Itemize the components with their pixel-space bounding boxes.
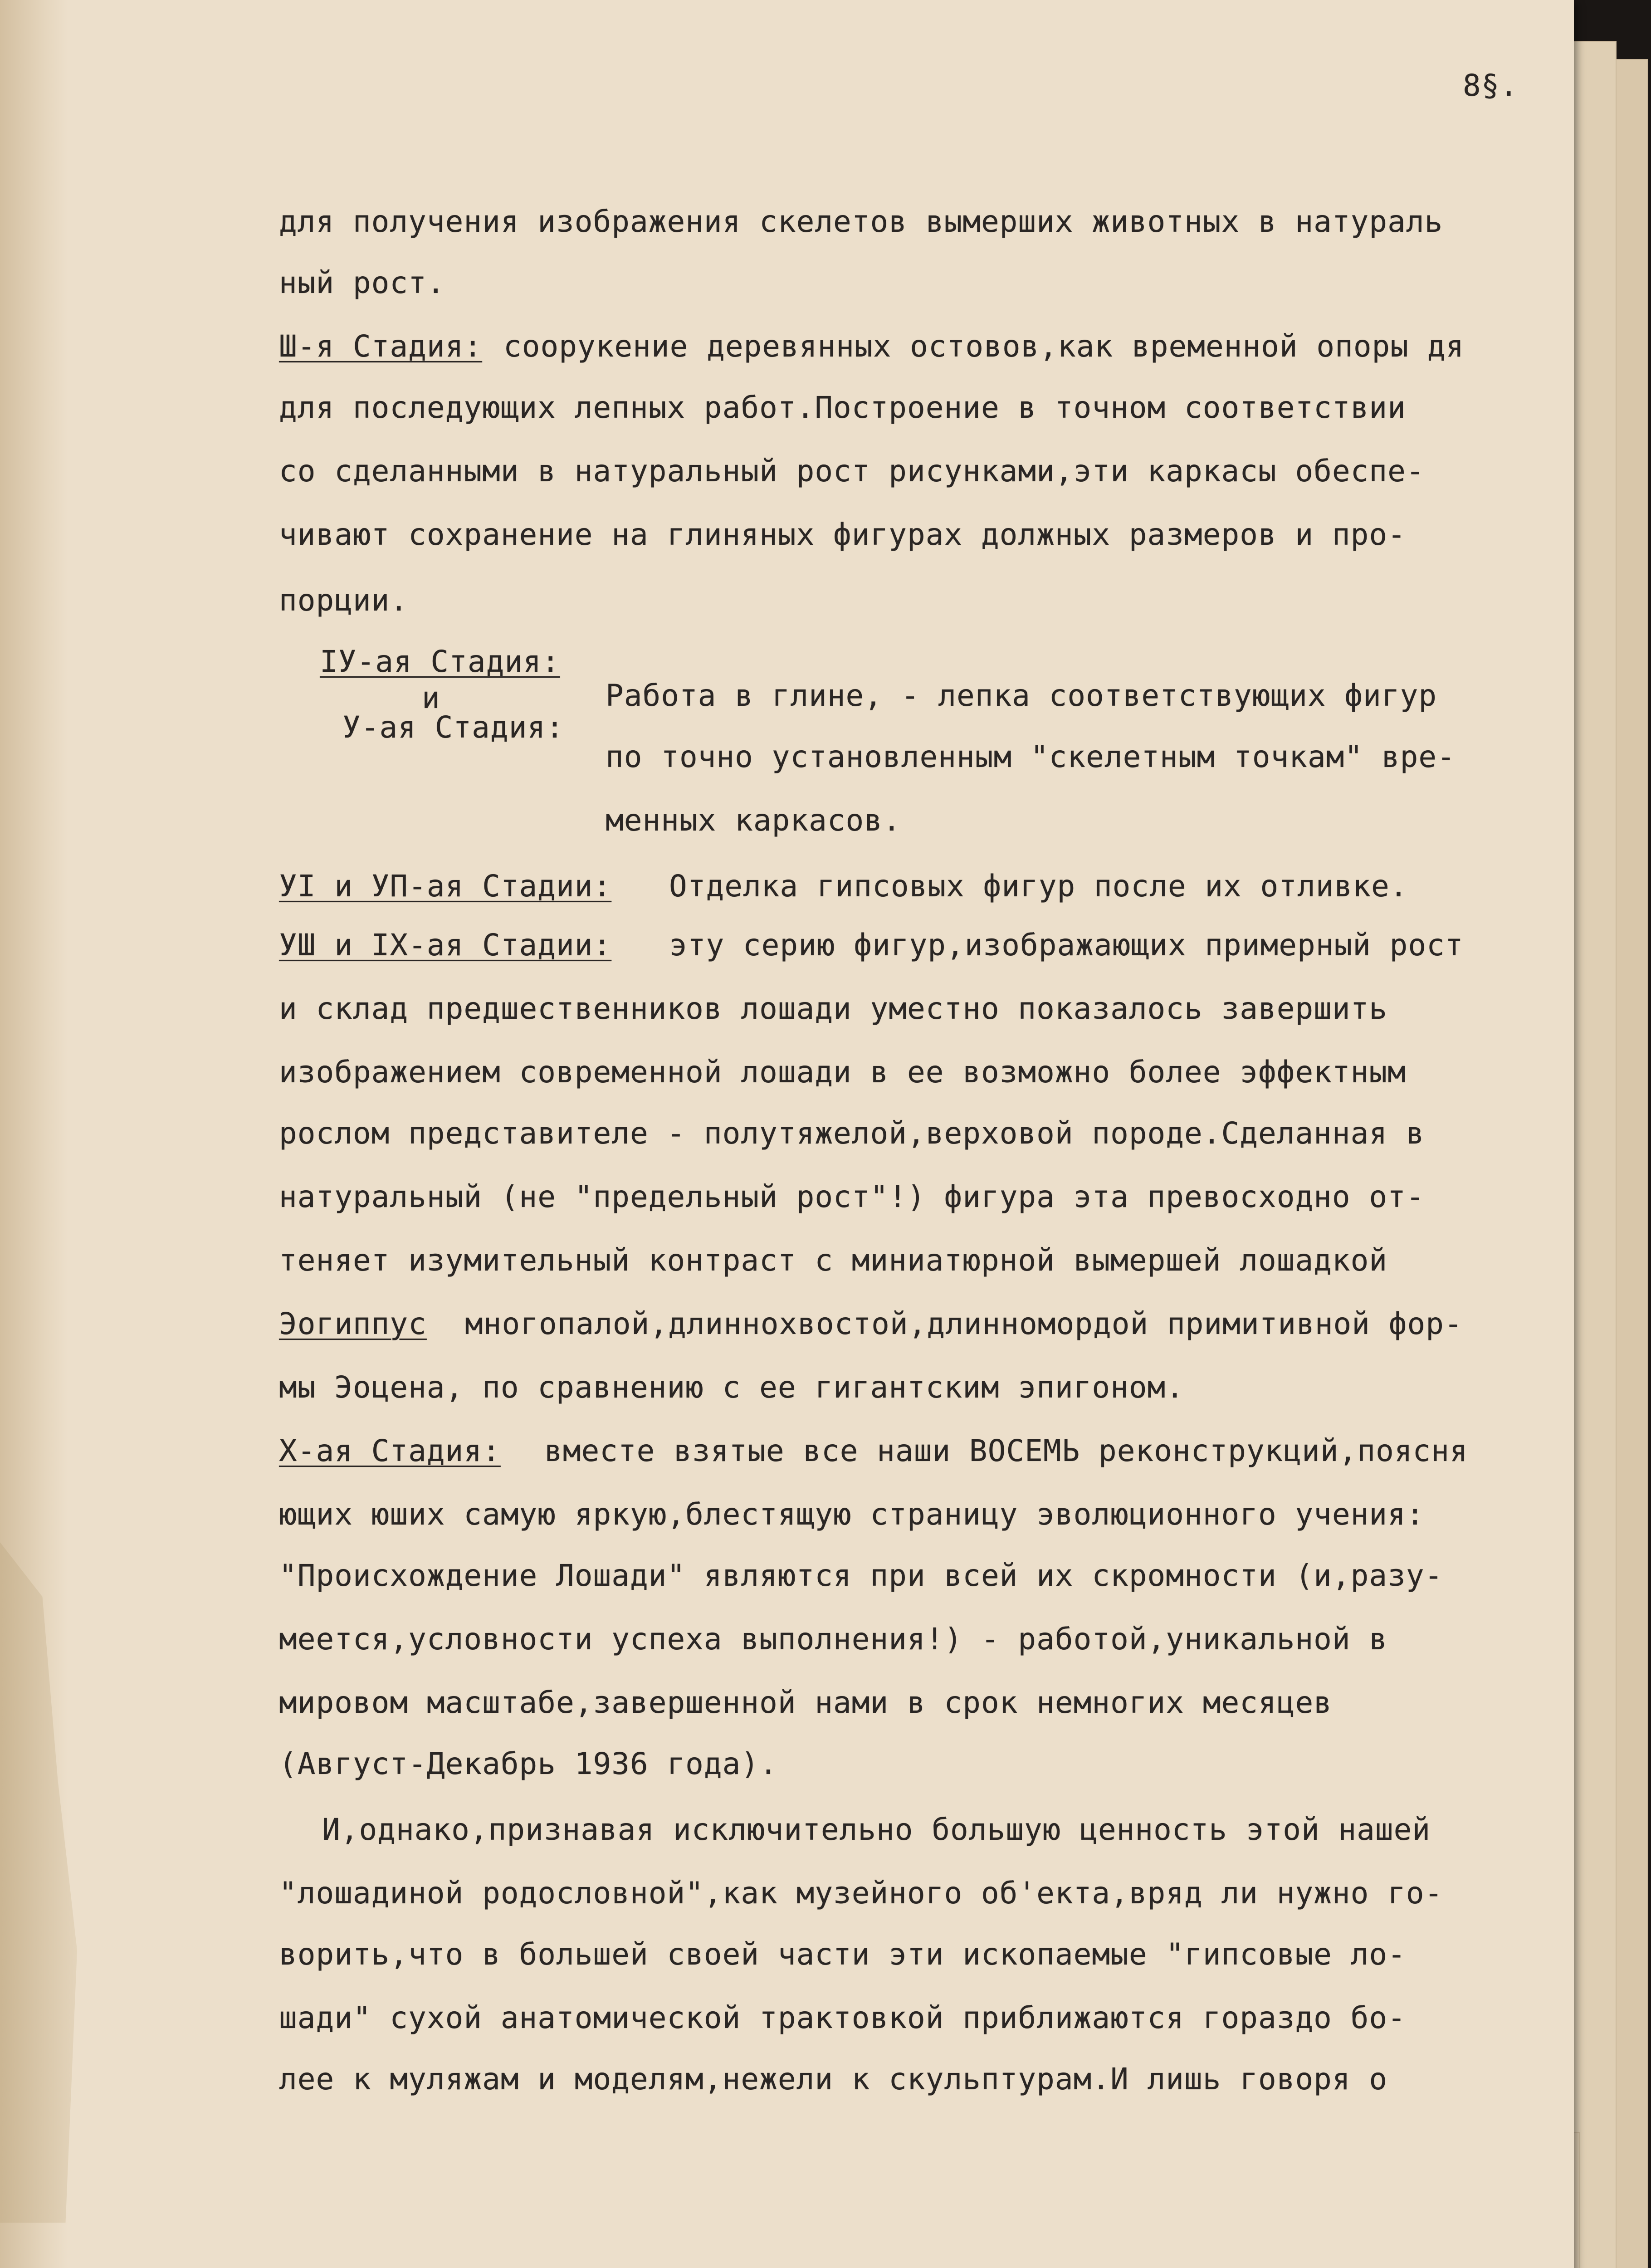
text-line: Работа в глине, - лепка соответствующих фигур (606, 678, 1437, 713)
text-line: И,однако,признавая исключительно большую ценность этой нашей (322, 1812, 1431, 1847)
stage-iv-heading: IУ-ая Стадия: (320, 644, 560, 679)
text-line: рослом представителе - полутяжелой,верховой породе.Сделанная в (279, 1116, 1425, 1151)
text-line: шади" сухой анатомической трактовкой приближаются гораздо бо- (279, 2000, 1406, 2035)
text-line: многопалой,длиннохвостой,длинномордой примитивной фор- (465, 1306, 1463, 1341)
text-line: мировом масштабе,завершенной нами в срок немногих месяцев (279, 1685, 1332, 1720)
text-line: теняет изумительный контраст с миниатюрной вымершей лошадкой (279, 1243, 1388, 1278)
text-line: (Август-Декабрь 1936 года). (279, 1746, 778, 1781)
text-line: чивают сохранение на глиняных фигурах должных размеров и про- (279, 517, 1406, 552)
text-line: порции. (279, 583, 409, 618)
text-line: для получения изображения скелетов вымерших животных в натураль (279, 204, 1443, 239)
eohippus-term: Эогиппус (279, 1306, 427, 1341)
text-line: изображением современной лошади в ее возможно более эффектным (279, 1055, 1406, 1090)
text-line: эту серию фигур,изображающих примерный рост (669, 928, 1464, 963)
text-line: ный рост. (279, 265, 445, 300)
text-line: Отделка гипсовых фигур после их отливке. (669, 869, 1408, 904)
page-number: 8§. (1463, 68, 1519, 103)
text-line: для последующих лепных работ.Построение в точном соответствии (279, 390, 1406, 425)
torn-page-edge (0, 1542, 77, 2223)
text-line: со сделанными в натуральный рост рисунками,эти каркасы обеспе- (279, 454, 1425, 489)
text-line: и склад предшественников лошади уместно показалось завершить (279, 991, 1388, 1026)
text-line: меется,условности успеха выполнения!) - работой,уникальной в (279, 1622, 1388, 1657)
text-line: мы Эоцена, по сравнению с ее гигантским эпигоном. (279, 1370, 1185, 1405)
stage-ii-heading: Ш-я Стадия: (279, 329, 483, 364)
text-line: ворить,что в большей своей части эти ископаемые "гипсовые ло- (279, 1937, 1406, 1972)
text-line: менных каркасов. (606, 803, 901, 838)
text-line: "лошадиной родословной",как музейного об'екта,вряд ли нужно го- (279, 1876, 1443, 1911)
stage-vi-heading: УI и УП-ая Стадии: (279, 869, 612, 904)
text-line: лее к муляжам и моделям,нежели к скульптурам.И лишь говоря о (279, 2062, 1388, 2097)
text-line: "Происхождение Лошади" являются при всей их скромности (и,разу- (279, 1558, 1443, 1593)
stage-viii-heading: УШ и IX-ая Стадии: (279, 928, 612, 963)
text-line: ющих юших самую яркую,блестящую страницу эволюционного учения: (279, 1497, 1425, 1532)
stage-v-heading: У-ая Стадия: (342, 710, 564, 745)
text-line: по точно установленным "скелетным точкам" вре- (606, 739, 1456, 774)
text-line: соорукение деревянных остовов,как временной опоры дя (503, 329, 1465, 364)
stage-conjunction: и (422, 680, 440, 715)
text-line: вместе взятые все наши ВОСЕМЬ реконструкций,поясня (544, 1433, 1468, 1468)
text-line: натуральный (не "предельный рост"!) фигура эта превосходно от- (279, 1179, 1425, 1214)
stage-x-heading: Х-ая Стадия: (279, 1433, 501, 1468)
